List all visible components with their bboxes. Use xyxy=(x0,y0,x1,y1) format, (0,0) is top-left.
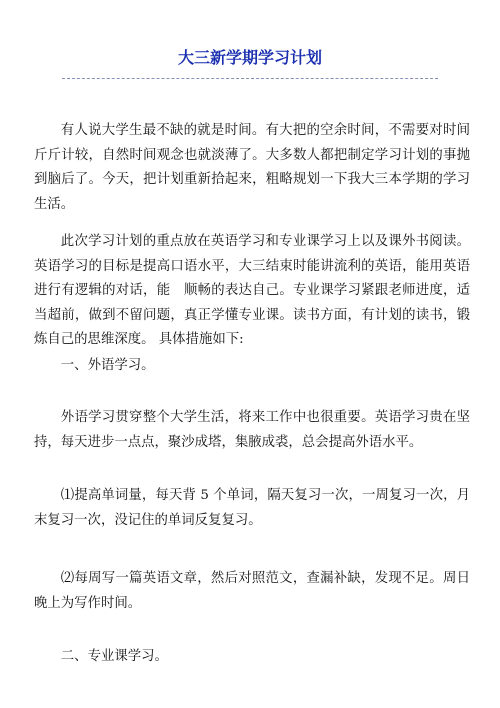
document-title: 大三新学期学习计划 xyxy=(177,48,322,67)
paragraph-plan-overview: 此次学习计划的重点放在英语学习和专业课学习上以及课外书阅读。英语学习的目标是提高口语水平，大三结束时能讲流利的英语，能用英语进行有逻辑的对话，能 顺畅的表达自己。专业课学习紧跟老师进度，适当超前，做到不留问题，真正学懂专业课。读书方面，有计划的读书，锻炼自己的思维深度。 具体措施如下: xyxy=(34,234,470,347)
paragraph-foreign-language: 外语学习贯穿整个大学生活，将来工作中也很重要。英语学习贵在坚持，每天进步一点点，聚沙成塔，集腋成裘，总会提高外语水平。 xyxy=(34,410,470,450)
list-item-vocabulary: ⑴提高单词量，每天背 5 个单词，隔天复习一次，一周复习一次，月末复习一次，没记住的单词反复复习。 xyxy=(34,488,470,528)
title-divider xyxy=(62,78,438,79)
paragraph-intro: 有人说大学生最不缺的就是时间。有大把的空余时间，不需要对时间斤斤计较，自然时间观念也就淡薄了。大多数人都把制定学习计划的事抛到脑后了。今天，把计划重新拾起来，粗略规划一下我大三本学期的学习生活。 xyxy=(34,123,470,212)
section-heading-major-courses: 二、专业课学习。 xyxy=(60,649,168,664)
list-item-writing: ⑵每周写一篇英语文章，然后对照范文，查漏补缺，发现不足。周日晚上为写作时间。 xyxy=(34,571,470,611)
section-heading-foreign-language: 一、外语学习。 xyxy=(60,358,155,373)
